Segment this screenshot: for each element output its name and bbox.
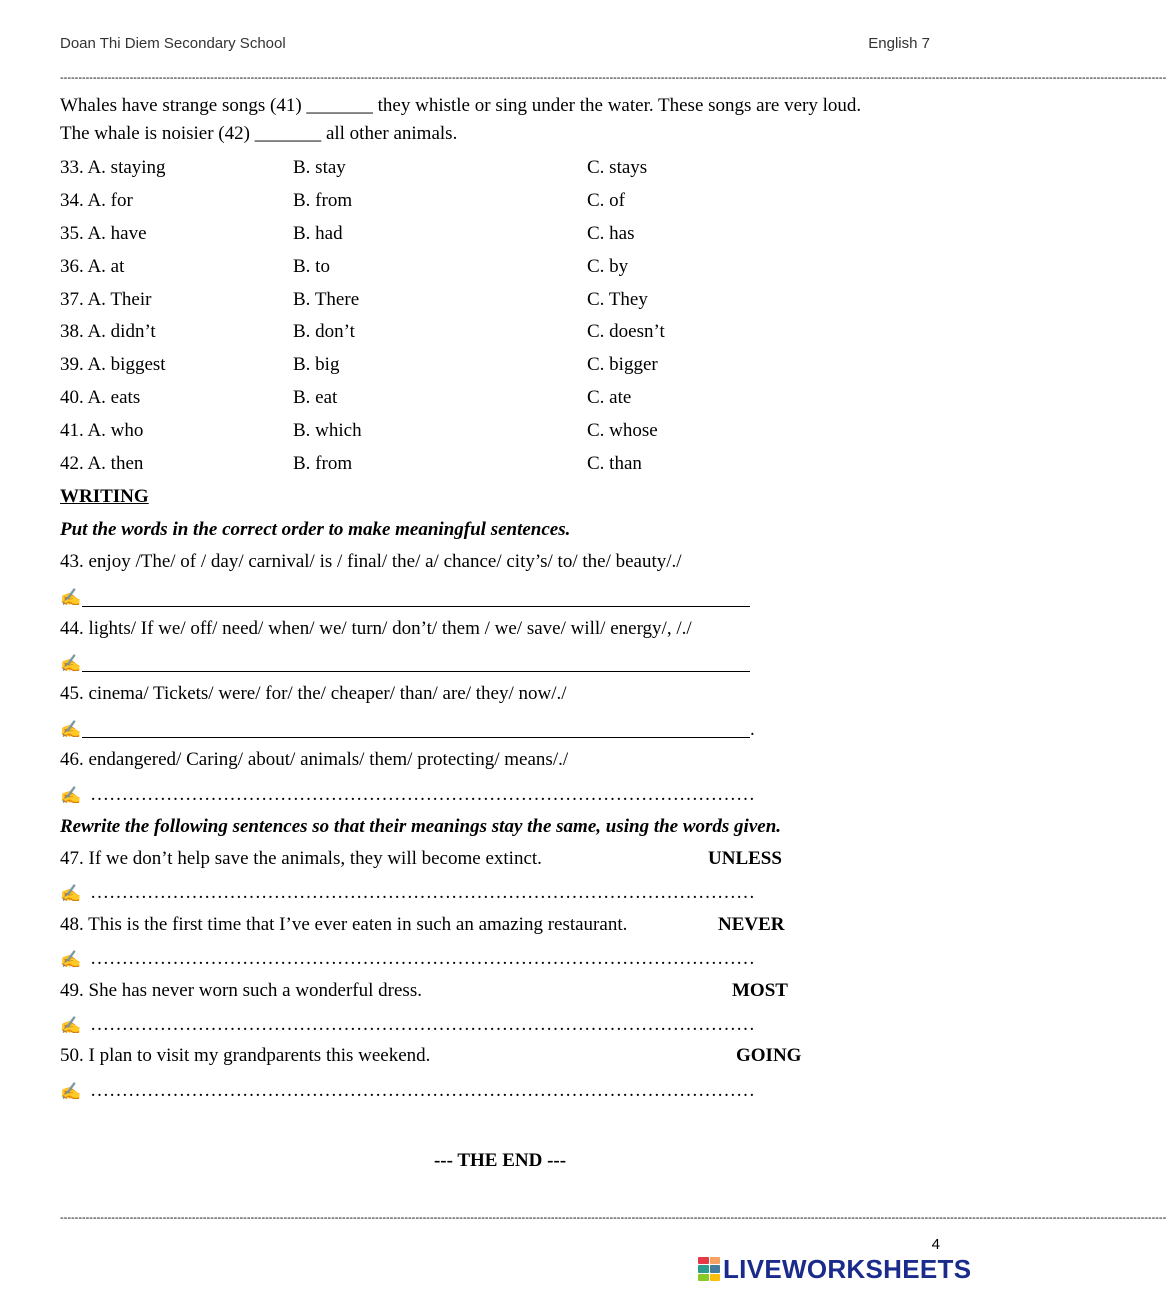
liveworksheets-logo-icon xyxy=(698,1257,720,1281)
answer-dots-46[interactable]: …………………………………………………………………………………………… xyxy=(90,784,755,805)
option-a[interactable]: 36. A. at xyxy=(60,256,125,277)
logo-block xyxy=(710,1265,721,1272)
pen-icon: ✍ xyxy=(60,1082,82,1101)
option-a[interactable]: 40. A. eats xyxy=(60,387,141,408)
option-c[interactable]: C. ate xyxy=(587,387,632,408)
instruction-reorder: Put the words in the correct order to make meaningful sentences. xyxy=(60,519,571,540)
option-a[interactable]: 35. A. have xyxy=(60,223,147,244)
option-c[interactable]: C. They xyxy=(587,289,648,310)
passage-line-2: The whale is noisier (42) _______ all other animals. xyxy=(60,123,458,144)
option-b[interactable]: B. which xyxy=(293,420,362,441)
liveworksheets-brand[interactable] xyxy=(698,1254,971,1284)
top-divider: -------------------------------------------------------------------------------------------------------------------------------------------------------------------------------------------------------------------------------------------------------------------------------------------------------------- xyxy=(60,72,1166,84)
option-a[interactable]: 42. A. then xyxy=(60,453,144,474)
option-c[interactable]: C. than xyxy=(587,453,642,474)
question-50: 50. I plan to visit my grandparents this weekend. xyxy=(60,1045,431,1066)
subject-label: English 7 xyxy=(868,35,930,52)
question-43: 43. enjoy /The/ of / day/ carnival/ is / final/ the/ a/ chance/ city’s/ to/ the/ beauty/./ xyxy=(60,551,682,572)
logo-block xyxy=(698,1265,709,1272)
keyword-never: NEVER xyxy=(718,914,785,935)
answer-line-44[interactable] xyxy=(82,671,750,672)
option-a[interactable]: 39. A. biggest xyxy=(60,354,166,375)
option-c[interactable]: C. doesn’t xyxy=(587,321,665,342)
option-c[interactable]: C. has xyxy=(587,223,635,244)
question-44: 44. lights/ If we/ off/ need/ when/ we/ turn/ don’t/ them / we/ save/ will/ energy/, /./ xyxy=(60,618,692,639)
keyword-going: GOING xyxy=(736,1045,802,1066)
option-c[interactable]: C. of xyxy=(587,190,625,211)
answer-dots-49[interactable]: …………………………………………………………………………………………… xyxy=(90,1014,755,1035)
keyword-most: MOST xyxy=(732,980,788,1001)
answer-line-43[interactable] xyxy=(82,606,750,607)
option-a[interactable]: 37. A. Their xyxy=(60,289,152,310)
option-b[interactable]: B. from xyxy=(293,453,353,474)
answer-dots-47[interactable]: …………………………………………………………………………………………… xyxy=(90,882,755,903)
logo-block xyxy=(710,1274,721,1281)
pen-icon: ✍ xyxy=(60,884,82,903)
option-b[interactable]: B. don’t xyxy=(293,321,355,342)
page-number: 4 xyxy=(931,1236,940,1253)
question-48: 48. This is the first time that I’ve ever eaten in such an amazing restaurant. xyxy=(60,914,628,935)
option-a[interactable]: 33. A. staying xyxy=(60,157,166,178)
option-b[interactable]: B. eat xyxy=(293,387,338,408)
pen-icon: ✍ xyxy=(60,950,82,969)
logo-block xyxy=(698,1274,709,1281)
option-c[interactable]: C. stays xyxy=(587,157,648,178)
answer-dots-48[interactable]: …………………………………………………………………………………………… xyxy=(90,948,755,969)
option-c[interactable]: C. whose xyxy=(587,420,658,441)
logo-block xyxy=(710,1257,721,1264)
instruction-rewrite: Rewrite the following sentences so that their meanings stay the same, using the words given. xyxy=(60,816,782,837)
writing-heading: WRITING xyxy=(60,486,149,507)
option-b[interactable]: B. stay xyxy=(293,157,346,178)
pen-icon: ✍ xyxy=(60,786,82,805)
logo-block xyxy=(698,1257,709,1264)
option-a[interactable]: 34. A. for xyxy=(60,190,133,211)
option-b[interactable]: B. big xyxy=(293,354,340,375)
option-a[interactable]: 41. A. who xyxy=(60,420,144,441)
bottom-divider: -------------------------------------------------------------------------------------------------------------------------------------------------------------------------------------------------------------------------------------------------------------------------------------------------------------- xyxy=(60,1212,1166,1224)
option-b[interactable]: B. from xyxy=(293,190,353,211)
option-c[interactable]: C. by xyxy=(587,256,629,277)
option-c[interactable]: C. bigger xyxy=(587,354,658,375)
pen-icon: ✍ xyxy=(60,588,82,607)
question-47: 47. If we don’t help save the animals, they will become extinct. xyxy=(60,848,542,869)
answer-period: . xyxy=(750,719,755,740)
keyword-unless: UNLESS xyxy=(708,848,782,869)
answer-line-45[interactable] xyxy=(82,737,750,738)
pen-icon: ✍ xyxy=(60,1016,82,1035)
option-b[interactable]: B. to xyxy=(293,256,330,277)
the-end: --- THE END --- xyxy=(433,1150,567,1171)
option-a[interactable]: 38. A. didn’t xyxy=(60,321,156,342)
question-45: 45. cinema/ Tickets/ were/ for/ the/ cheaper/ than/ are/ they/ now/./ xyxy=(60,683,567,704)
pen-icon: ✍ xyxy=(60,654,82,673)
answer-dots-50[interactable]: …………………………………………………………………………………………… xyxy=(90,1080,755,1101)
option-b[interactable]: B. had xyxy=(293,223,343,244)
brand-name: LIVEWORKSHEETS xyxy=(723,1253,972,1284)
pen-icon: ✍ xyxy=(60,720,82,739)
passage-line-1: Whales have strange songs (41) _______ they whistle or sing under the water. These songs are very loud. xyxy=(60,95,862,116)
question-49: 49. She has never worn such a wonderful dress. xyxy=(60,980,422,1001)
option-b[interactable]: B. There xyxy=(293,289,360,310)
question-46: 46. endangered/ Caring/ about/ animals/ them/ protecting/ means/./ xyxy=(60,749,569,770)
school-name: Doan Thi Diem Secondary School xyxy=(60,35,286,52)
